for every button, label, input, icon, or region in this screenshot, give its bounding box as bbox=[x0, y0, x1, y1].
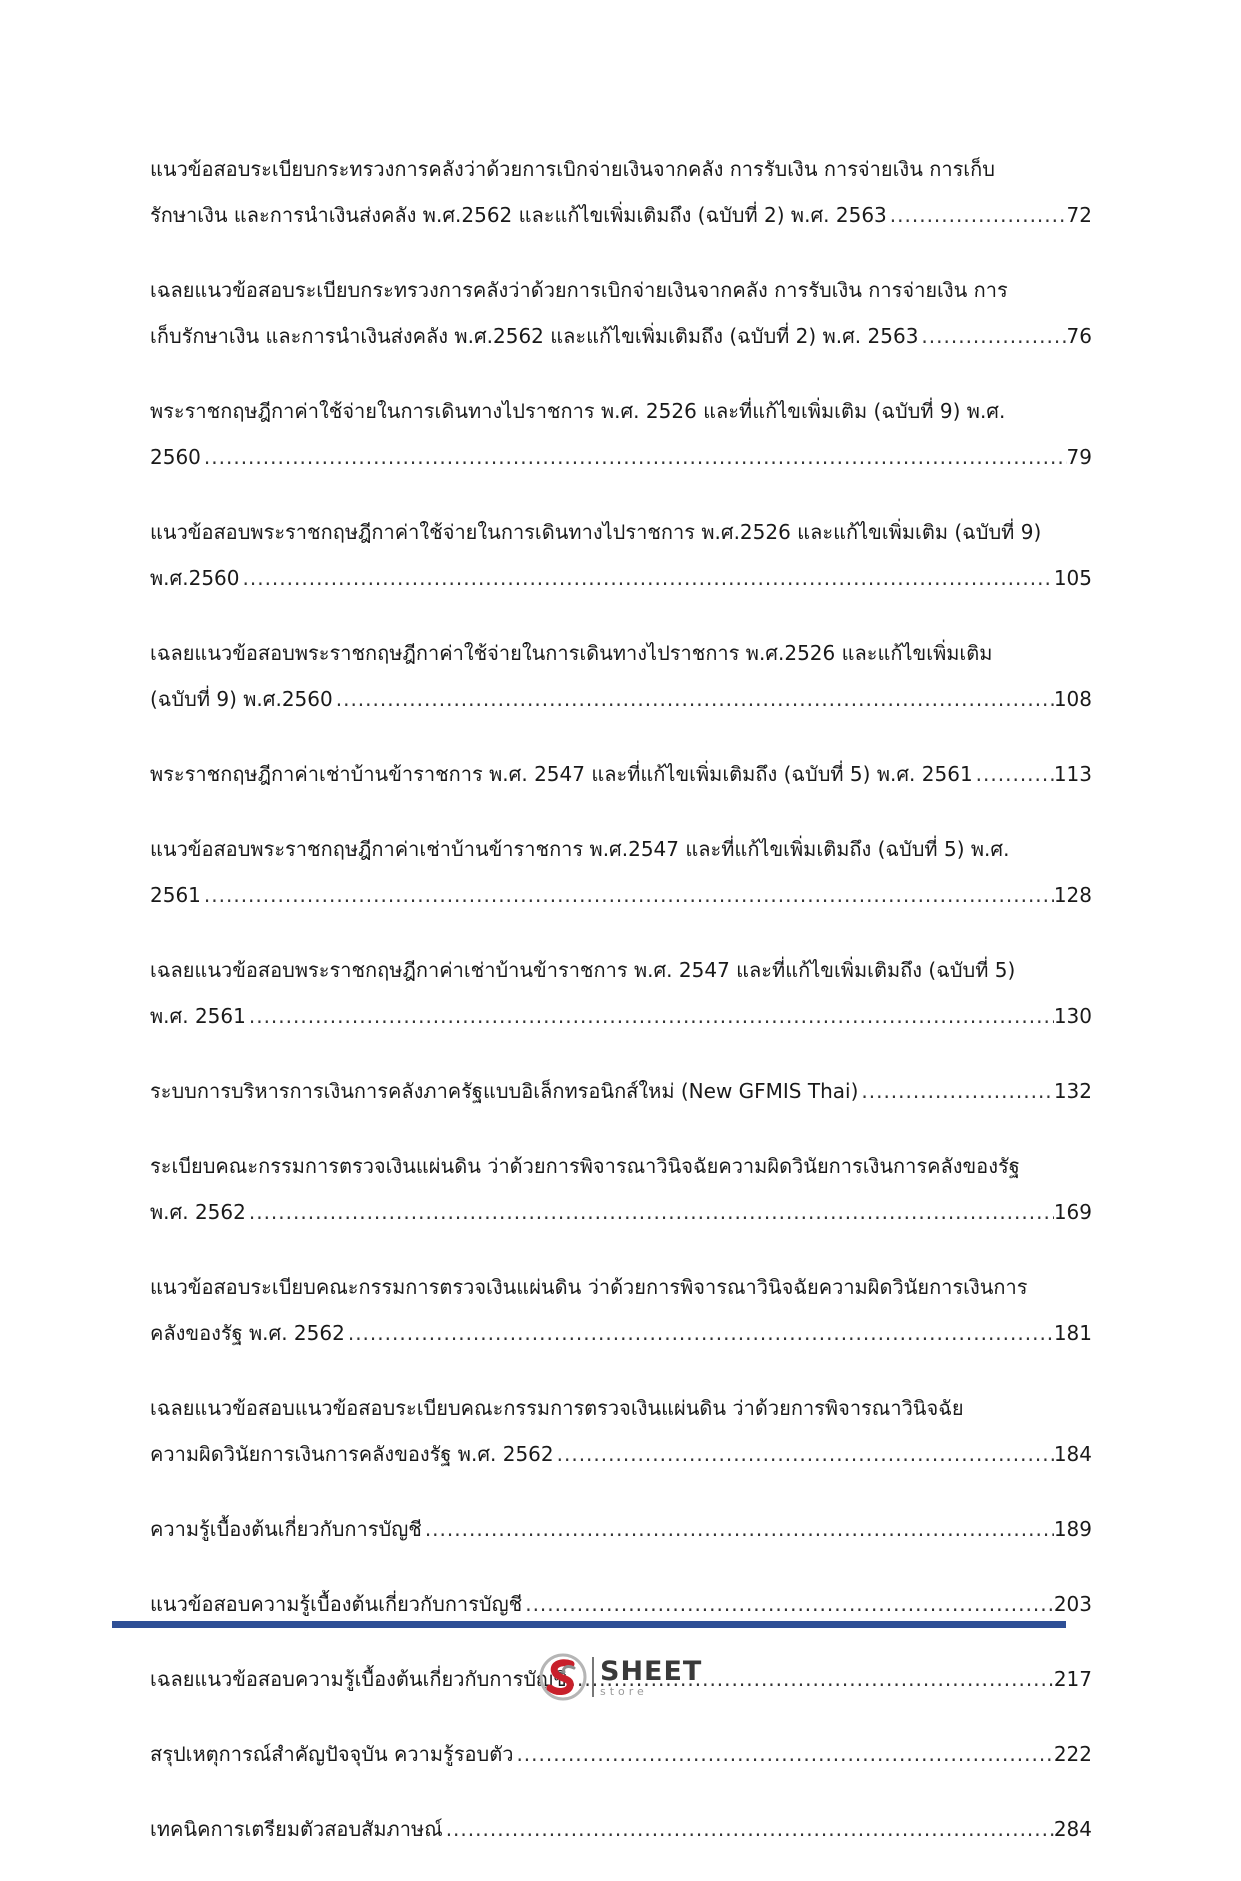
toc-entry-title: แนวข้อสอบระเบียบกระทรวงการคลังว่าด้วยการเบิกจ่ายเงินจากคลัง การรับเงิน การจ่ายเงิน การเก็บ bbox=[150, 157, 995, 181]
toc-entry-title: ความรู้เบื้องต้นเกี่ยวกับการบัญชี bbox=[150, 1517, 422, 1541]
toc-page-number: 184 bbox=[1053, 1442, 1092, 1466]
toc-entry[interactable] bbox=[150, 388, 1092, 480]
toc-page-number: 72 bbox=[1066, 203, 1092, 227]
toc-entry-last-line bbox=[150, 1310, 1092, 1356]
toc-entry[interactable] bbox=[150, 146, 1092, 238]
toc-entry-title: แนวข้อสอบพระราชกฤษฎีกาค่าเช่าบ้านข้าราชการ พ.ศ.2547 และที่แก้ไขเพิ่มเติมถึง (ฉบับที่ 5) พ.ศ. bbox=[150, 837, 1010, 861]
toc-entry-title: เฉลยแนวข้อสอบระเบียบกระทรวงการคลังว่าด้วยการเบิกจ่ายเงินจากคลัง การรับเงิน การจ่ายเงิน การ bbox=[150, 278, 1008, 302]
toc-entry-last-line bbox=[150, 1806, 1092, 1852]
toc-entry[interactable] bbox=[150, 1731, 1092, 1777]
toc-entry-last-line bbox=[150, 434, 1092, 480]
toc-page-number: 222 bbox=[1053, 1742, 1092, 1766]
toc-page-number: 189 bbox=[1053, 1517, 1092, 1541]
toc-page-number: 76 bbox=[1066, 324, 1092, 348]
toc-dot-leader bbox=[554, 1431, 1054, 1477]
toc-entry-last-line bbox=[150, 872, 1092, 918]
toc-entry-title: พ.ศ. 2562 bbox=[150, 1200, 246, 1224]
toc-entry-title: เทคนิคการเตรียมตัวสอบสัมภาษณ์ bbox=[150, 1817, 443, 1841]
toc-dot-leader bbox=[918, 313, 1066, 359]
toc-page-number: 108 bbox=[1053, 687, 1092, 711]
toc-entry-title: (ฉบับที่ 9) พ.ศ.2560 bbox=[150, 687, 333, 711]
sheet-store-logo bbox=[538, 1648, 708, 1706]
toc-entry-last-line bbox=[150, 751, 1092, 797]
toc-page-number: 284 bbox=[1053, 1817, 1092, 1841]
toc-entry-title: รักษาเงิน และการนำเงินส่งคลัง พ.ศ.2562 และแก้ไขเพิ่มเติมถึง (ฉบับที่ 2) พ.ศ. 2563 bbox=[150, 203, 887, 227]
toc-entry-title: 2560 bbox=[150, 445, 201, 469]
toc-entry-last-line bbox=[150, 1431, 1092, 1477]
logo-sub-text: store bbox=[600, 1684, 648, 1698]
toc-entry-title: พระราชกฤษฎีกาค่าเช่าบ้านข้าราชการ พ.ศ. 2547 และที่แก้ไขเพิ่มเติมถึง (ฉบับที่ 5) พ.ศ. 2561 bbox=[150, 762, 973, 786]
toc-entry-last-line bbox=[150, 313, 1092, 359]
toc-entry-last-line bbox=[150, 1731, 1092, 1777]
toc-entry[interactable] bbox=[150, 267, 1092, 359]
toc-entry-last-line bbox=[150, 555, 1092, 601]
toc-entry-last-line bbox=[150, 993, 1092, 1039]
toc-page-number: 130 bbox=[1053, 1004, 1092, 1028]
toc-dot-leader bbox=[422, 1506, 1054, 1552]
toc-entry-title: เฉลยแนวข้อสอบแนวข้อสอบระเบียบคณะกรรมการตรวจเงินแผ่นดิน ว่าด้วยการพิจารณาวินิจฉัย bbox=[150, 1396, 964, 1420]
toc-entry-line bbox=[150, 1264, 1092, 1310]
toc-page-number: 113 bbox=[1053, 762, 1092, 786]
toc-entry[interactable] bbox=[150, 509, 1092, 601]
toc-entry[interactable] bbox=[150, 947, 1092, 1039]
toc-entry-title: แนวข้อสอบความรู้เบื้องต้นเกี่ยวกับการบัญชี bbox=[150, 1592, 523, 1616]
toc-entry[interactable] bbox=[150, 1806, 1092, 1852]
toc-entry[interactable] bbox=[150, 1143, 1092, 1235]
toc-entry-title: พ.ศ.2560 bbox=[150, 566, 240, 590]
toc-entry-line bbox=[150, 630, 1092, 676]
toc-entry-title: แนวข้อสอบระเบียบคณะกรรมการตรวจเงินแผ่นดิน ว่าด้วยการพิจารณาวินิจฉัยความผิดวินัยการเงินการ bbox=[150, 1275, 1028, 1299]
logo-separator bbox=[592, 1657, 594, 1697]
logo-main-text: SHEET bbox=[600, 1655, 703, 1687]
toc-entry-title: พ.ศ. 2561 bbox=[150, 1004, 246, 1028]
toc-entry-title: แนวข้อสอบพระราชกฤษฎีกาค่าใช้จ่ายในการเดินทางไปราชการ พ.ศ.2526 และแก้ไขเพิ่มเติม (ฉบับที่ 9) bbox=[150, 520, 1042, 544]
toc-entry-title: เฉลยแนวข้อสอบพระราชกฤษฎีกาค่าใช้จ่ายในการเดินทางไปราชการ พ.ศ.2526 และแก้ไขเพิ่มเติม bbox=[150, 641, 993, 665]
toc-entry-line bbox=[150, 1385, 1092, 1431]
toc-entry-line bbox=[150, 826, 1092, 872]
toc-dot-leader bbox=[246, 1189, 1054, 1235]
toc-entry-title: พระราชกฤษฎีกาค่าใช้จ่ายในการเดินทางไปราชการ พ.ศ. 2526 และที่แก้ไขเพิ่มเติม (ฉบับที่ 9) พ.ศ. bbox=[150, 399, 1006, 423]
toc-entry-title: เฉลยแนวข้อสอบพระราชกฤษฎีกาค่าเช่าบ้านข้าราชการ พ.ศ. 2547 และที่แก้ไขเพิ่มเติมถึง (ฉบับที่ 5) bbox=[150, 958, 1016, 982]
toc-page-number: 105 bbox=[1053, 566, 1092, 590]
logo-s-icon bbox=[538, 1652, 588, 1702]
toc-entry[interactable] bbox=[150, 751, 1092, 797]
toc-entry-title: คลังของรัฐ พ.ศ. 2562 bbox=[150, 1321, 345, 1345]
toc-entry-line bbox=[150, 146, 1092, 192]
toc-entry-last-line bbox=[150, 1506, 1092, 1552]
toc-dot-leader bbox=[201, 434, 1067, 480]
toc-dot-leader bbox=[246, 993, 1054, 1039]
toc-entry-title: 2561 bbox=[150, 883, 201, 907]
toc-dot-leader bbox=[973, 751, 1054, 797]
toc-dot-leader bbox=[443, 1806, 1054, 1852]
toc-dot-leader bbox=[201, 872, 1054, 918]
toc-page-number: 217 bbox=[1053, 1667, 1092, 1691]
toc-entry-last-line bbox=[150, 192, 1092, 238]
toc-entry[interactable] bbox=[150, 826, 1092, 918]
toc-entry[interactable] bbox=[150, 1068, 1092, 1114]
toc-entry-title: เฉลยแนวข้อสอบความรู้เบื้องต้นเกี่ยวกับการบัญชี bbox=[150, 1667, 567, 1691]
toc-dot-leader bbox=[240, 555, 1054, 601]
toc-entry-title: สรุปเหตุการณ์สำคัญปัจจุบัน ความรู้รอบตัว bbox=[150, 1742, 514, 1766]
toc-page-number: 169 bbox=[1053, 1200, 1092, 1224]
toc-entry-title: เก็บรักษาเงิน และการนำเงินส่งคลัง พ.ศ.2562 และแก้ไขเพิ่มเติมถึง (ฉบับที่ 2) พ.ศ. 2563 bbox=[150, 324, 919, 348]
toc-entry-line bbox=[150, 947, 1092, 993]
toc-entry-line bbox=[150, 509, 1092, 555]
toc-entry-line bbox=[150, 388, 1092, 434]
toc-entry-title: ระเบียบคณะกรรมการตรวจเงินแผ่นดิน ว่าด้วยการพิจารณาวินิจฉัยความผิดวินัยการเงินการคลังของรัฐ bbox=[150, 1154, 1020, 1178]
toc-entry-last-line bbox=[150, 1189, 1092, 1235]
toc-dot-leader bbox=[887, 192, 1067, 238]
toc-entry-title: ความผิดวินัยการเงินการคลังของรัฐ พ.ศ. 2562 bbox=[150, 1442, 554, 1466]
footer-divider bbox=[112, 1621, 1066, 1628]
toc-page-number: 128 bbox=[1053, 883, 1092, 907]
toc-entry-line bbox=[150, 1143, 1092, 1189]
toc-entry-title: ระบบการบริหารการเงินการคลังภาครัฐแบบอิเล็กทรอนิกส์ใหม่ (New GFMIS Thai) bbox=[150, 1079, 859, 1103]
toc-entry[interactable] bbox=[150, 1264, 1092, 1356]
toc-page-number: 132 bbox=[1053, 1079, 1092, 1103]
toc-entry-last-line bbox=[150, 676, 1092, 722]
toc-page-number: 181 bbox=[1053, 1321, 1092, 1345]
logo-wordmark bbox=[600, 1655, 703, 1698]
toc-entry[interactable] bbox=[150, 1506, 1092, 1552]
toc-dot-leader bbox=[333, 676, 1054, 722]
toc-dot-leader bbox=[858, 1068, 1053, 1114]
toc-entry[interactable] bbox=[150, 630, 1092, 722]
toc-entry-last-line bbox=[150, 1068, 1092, 1114]
toc-entry[interactable] bbox=[150, 1385, 1092, 1477]
toc-entry-line bbox=[150, 267, 1092, 313]
toc-dot-leader bbox=[513, 1731, 1053, 1777]
toc-page-number: 79 bbox=[1066, 445, 1092, 469]
toc-page-number: 203 bbox=[1053, 1592, 1092, 1616]
toc-dot-leader bbox=[345, 1310, 1054, 1356]
